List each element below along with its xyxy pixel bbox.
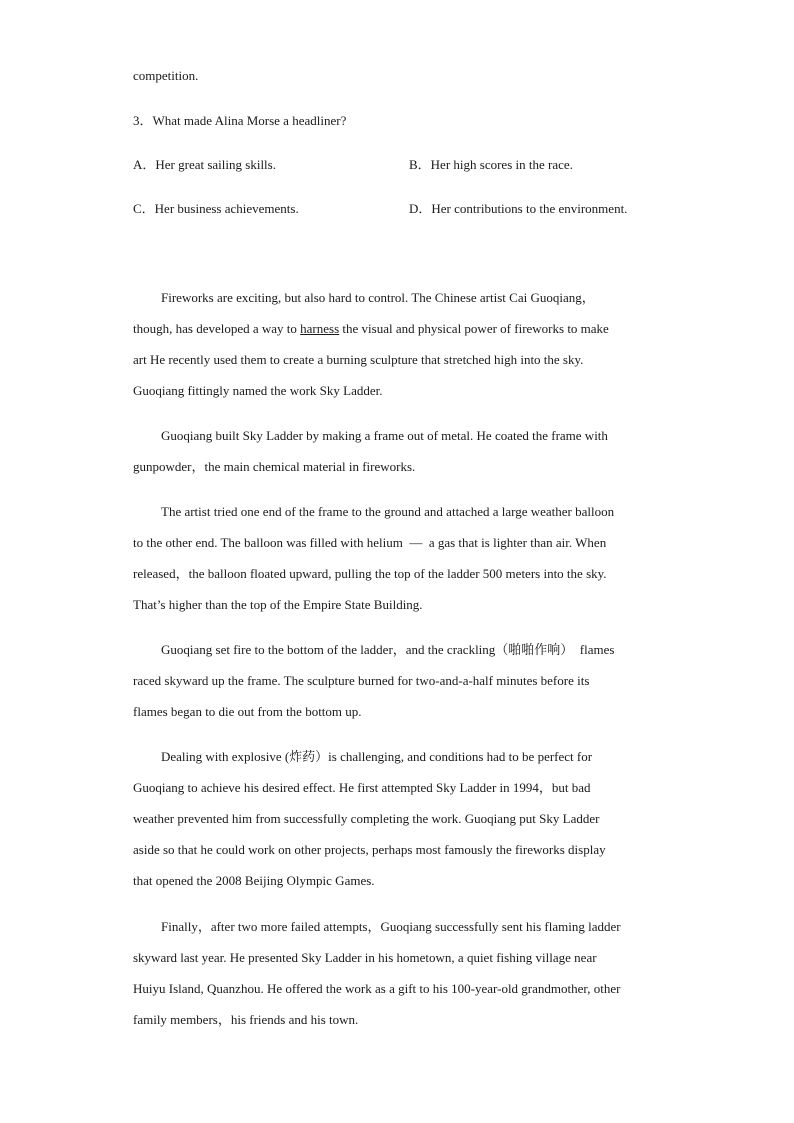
- passage-paragraph-5: [133, 749, 673, 904]
- paragraph-line: to the other end. The balloon was filled with helium — a gas that is lighter than air. When: [133, 535, 607, 550]
- question-3-stem: 3．What made Alina Morse a headliner?: [133, 113, 347, 128]
- paragraph-line: Huiyu Island, Quanzhou. He offered the work as a gift to his 100-year-old grandmother, other: [133, 981, 621, 996]
- question-3-option-a: A．Her great sailing skills.: [133, 157, 276, 172]
- paragraph-line: Guoqiang set fire to the bottom of the ladder，and the crackling（啪啪作响） flames: [161, 642, 615, 657]
- paragraph-line: The artist tried one end of the frame to the ground and attached a large weather balloon: [161, 504, 615, 519]
- paragraph-line: Guoqiang to achieve his desired effect. He first attempted Sky Ladder in 1994，but bad: [133, 780, 591, 795]
- paragraph-line: released，the balloon floated upward, pulling the top of the ladder 500 meters into the sky.: [133, 566, 607, 581]
- paragraph-line: art He recently used them to create a burning sculpture that stretched high into the sky.: [133, 352, 584, 367]
- question-3-option-c: C．Her business achievements.: [133, 201, 299, 216]
- paragraph-line: [133, 321, 673, 352]
- paragraph-line: That’s higher than the top of the Empire State Building.: [133, 597, 423, 612]
- underlined-vocabulary-word: harness: [300, 321, 340, 336]
- paragraph-line: Fireworks are exciting, but also hard to control. The Chinese artist Cai Guoqiang，: [161, 290, 595, 305]
- paragraph-line: family members，his friends and his town.: [133, 1012, 359, 1027]
- paragraph-line: Guoqiang fittingly named the work Sky Ladder.: [133, 383, 383, 398]
- passage-paragraph-2: [133, 428, 673, 490]
- paragraph-line: aside so that he could work on other projects, perhaps most famously the fireworks display: [133, 842, 606, 857]
- paragraph-line: gunpowder，the main chemical material in fireworks.: [133, 459, 416, 474]
- question-3-option-b: B．Her high scores in the race.: [409, 157, 573, 172]
- previous-passage-continuation: competition.: [133, 68, 199, 83]
- paragraph-line: Finally，after two more failed attempts，Guoqiang successfully sent his flaming ladder: [161, 919, 621, 934]
- paragraph-line: skyward last year. He presented Sky Ladder in his hometown, a quiet fishing village near: [133, 950, 597, 965]
- paragraph-line: Dealing with explosive (炸药）is challenging, and conditions had to be perfect for: [161, 749, 593, 764]
- text-segment: though, has developed a way to: [133, 321, 301, 336]
- paragraph-line: weather prevented him from successfully completing the work. Guoqiang put Sky Ladder: [133, 811, 600, 826]
- paragraph-line: raced skyward up the frame. The sculpture burned for two-and-a-half minutes before its: [133, 673, 590, 688]
- question-3-option-d: D．Her contributions to the environment.: [409, 201, 628, 216]
- text-segment: the visual and physical power of fireworks to make: [339, 321, 609, 336]
- passage-paragraph-1: [133, 290, 673, 414]
- passage-paragraph-6: [133, 919, 673, 1043]
- paragraph-line: flames began to die out from the bottom up.: [133, 704, 362, 719]
- passage-paragraph-4: [133, 642, 673, 735]
- paragraph-line: that opened the 2008 Beijing Olympic Games.: [133, 873, 375, 888]
- paragraph-line: Guoqiang built Sky Ladder by making a frame out of metal. He coated the frame with: [161, 428, 608, 443]
- passage-paragraph-3: [133, 504, 673, 628]
